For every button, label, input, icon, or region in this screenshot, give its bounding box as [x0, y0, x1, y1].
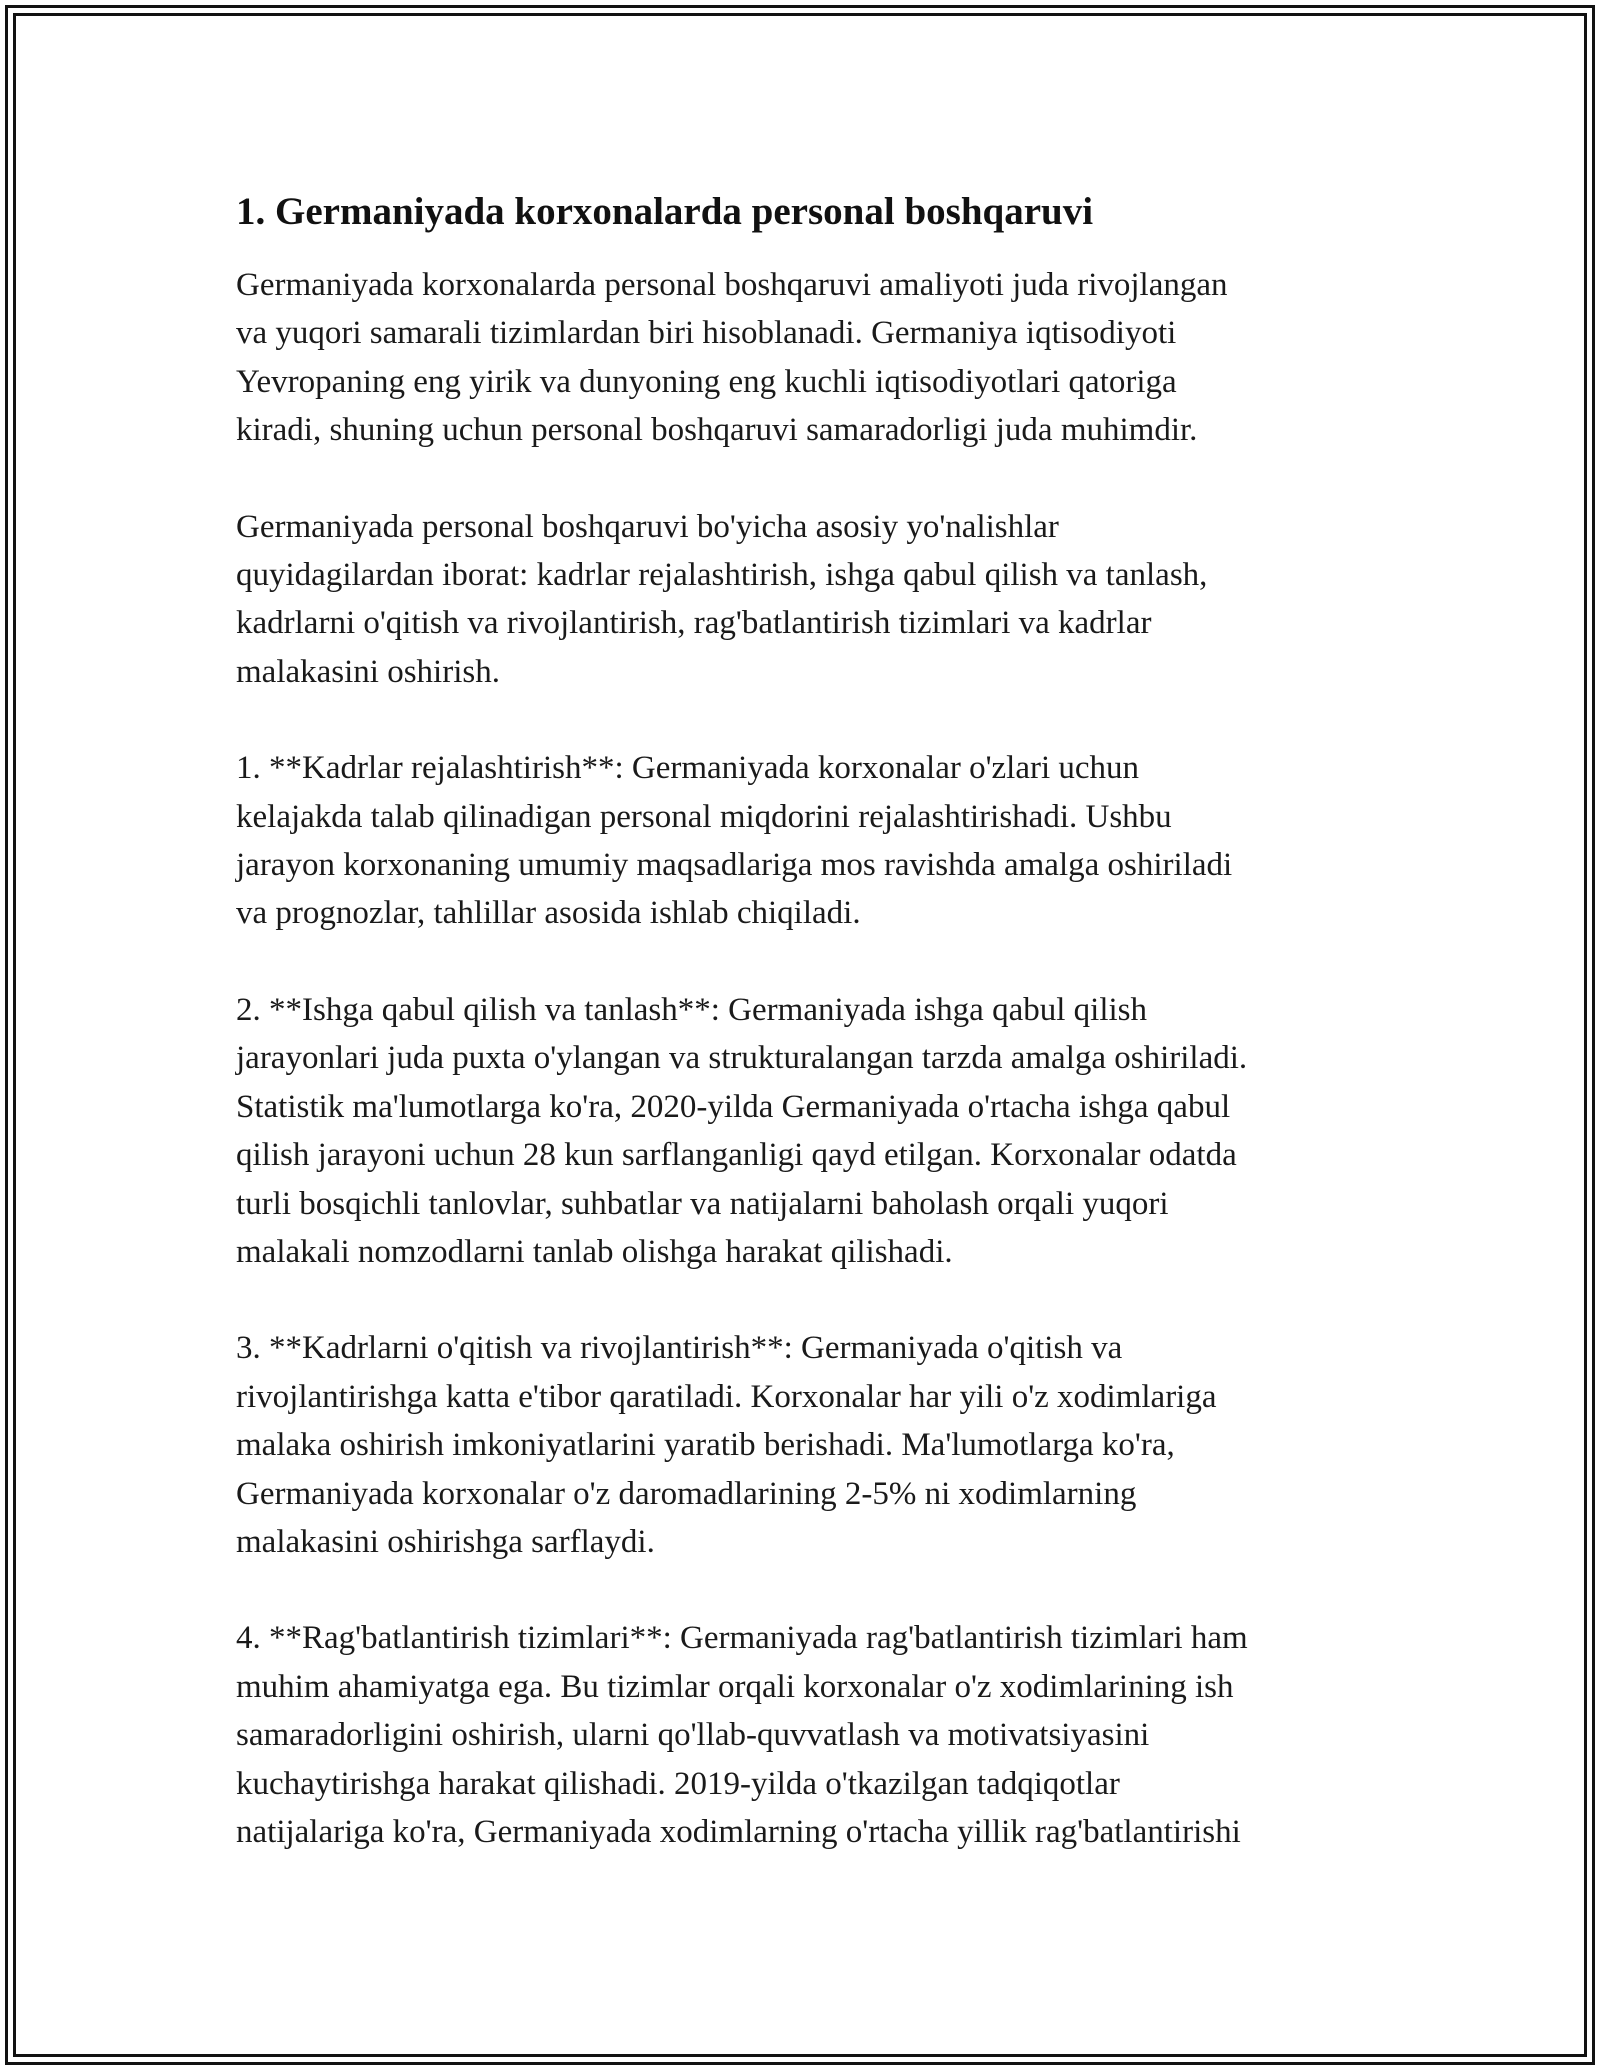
document-body [236, 186, 1376, 1856]
paragraph-directions: Germaniyada personal boshqaruvi bo'yicha asosiy yo'nalishlar quyidagilardan iborat: kadrlar rejalashtirish, ishga qabul qilish va tanlash, kadrlarni o'qitish va rivojlantirish, rag'batlantirish tizimlari va kadrlar malakasini oshirish. [236, 508, 1208, 690]
paragraph-item-1-planning: 1. **Kadrlar rejalashtirish**: Germaniyada korxonalar o'zlari uchun kelajakda talab qilinadigan personal miqdorini rejalashtirishadi. Ushbu jarayon korxonaning umumiy maqsadlariga mos ravishda amalga oshiriladi va prognozlar, tahlillar asosida ishlab chiqiladi. [236, 750, 1233, 932]
paragraph-item-4-incentives: 4. **Rag'batlantirish tizimlari**: Germaniyada rag'batlantirish tizimlari ham muhim ahamiyatga ega. Bu tizimlar orqali korxonalar o'z xodimlarining ish samaradorligini oshirish, ularni qo'llab-quvvatlash va motivatsiyasini kuchaytirishga harakat qilishadi. 2019-yilda o'tkazilgan tadqiqotlar natijalariga ko'ra, Germaniyada xodimlarning o'rtacha yillik rag'batlantirishi [236, 1620, 1248, 1850]
paragraph-intro: Germaniyada korxonalarda personal boshqaruvi amaliyoti juda rivojlangan va yuqori samarali tizimlardan biri hisoblanadi. Germaniya iqtisodiyoti Yevropaning eng yirik va dunyoning eng kuchli iqtisodiyotlari qatoriga kiradi, shuning uchun personal boshqaruvi samaradorligi juda muhimdir. [236, 267, 1228, 449]
paragraph-item-2-hiring: 2. **Ishga qabul qilish va tanlash**: Germaniyada ishga qabul qilish jarayonlari juda puxta o'ylangan va strukturalangan tarzda amalga oshiriladi. Statistik ma'lumotlarga ko'ra, 2020-yilda Germaniyada o'rtacha ishga qabul qilish jarayoni uchun 28 kun sarflanganligi qayd etilgan. Korxonalar odatda turli bosqichli tanlovlar, suhbatlar va natijalarni baholash orqali yuqori malakali nomzodlarni tanlab olishga harakat qilishadi. [236, 991, 1248, 1270]
document-title: 1. Germaniyada korxonalarda personal boshqaruvi [236, 190, 1094, 233]
paragraph-item-3-training: 3. **Kadrlarni o'qitish va rivojlantirish**: Germaniyada o'qitish va rivojlantirishga katta e'tibor qaratiladi. Korxonalar har yili o'z xodimlariga malaka oshirish imkoniyatlarini yaratib berishadi. Ma'lumotlarga ko'ra, Germaniyada korxonalar o'z daromadlarining 2-5% ni xodimlarning malakasini oshirishga sarflaydi. [236, 1330, 1217, 1560]
